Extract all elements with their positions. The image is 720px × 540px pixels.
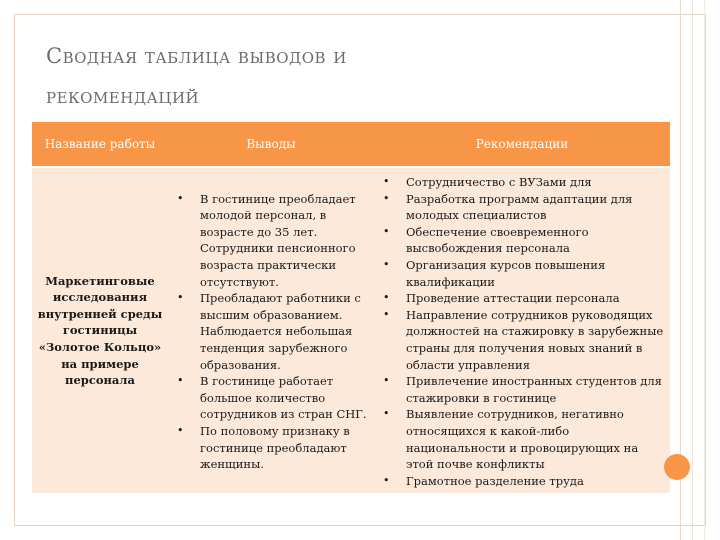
bullet-icon: • [383, 224, 390, 238]
list-item [168, 290, 368, 373]
table-row [32, 167, 670, 493]
decorative-edge-line [704, 0, 705, 540]
conclusion-text: По половому признаку в гостинице преобладают женщины. [200, 423, 350, 472]
list-item [374, 290, 664, 307]
list-item [374, 307, 664, 373]
header-work-name: Название работы [32, 122, 168, 167]
conclusion-text: Преобладают работники с высшим образованием. Наблюдается небольшая тенденция зарубежного образования. [200, 291, 361, 372]
recommendation-text: Обеспечение своевременного высвобождения персонала [406, 224, 589, 256]
page-marker-dot [664, 454, 690, 480]
recommendation-text: Выявление сотрудников, негативно относящихся к какой-либо национальности и провоцирующих на этой почве конфликты [406, 407, 639, 472]
page-title [46, 36, 666, 116]
list-item [168, 423, 368, 473]
list-item [374, 174, 664, 191]
conclusion-text: В гостинице преобладает молодой персонал, в возрасте до 35 лет. Сотрудники пенсионного возраста практически отсутствуют. [200, 191, 356, 289]
bullet-icon: • [383, 191, 390, 205]
bullet-icon: • [383, 257, 390, 271]
recommendation-text: Организация курсов повышения квалификации [406, 257, 606, 289]
bullet-icon: • [383, 307, 390, 321]
conclusions-cell [168, 167, 374, 493]
bullet-icon: • [177, 423, 184, 437]
header-recommendations: Рекомендации [374, 122, 670, 167]
recommendation-text: Грамотное разделение труда [406, 473, 584, 488]
conclusion-text: В гостинице работает большое количество сотрудников из стран СНГ. [200, 374, 367, 422]
bullet-icon: • [177, 191, 184, 205]
recommendations-list [374, 168, 670, 493]
bullet-icon: • [383, 374, 390, 388]
list-item [168, 373, 368, 423]
header-conclusions: Выводы [168, 122, 374, 167]
title-line-2: рекомендаций [46, 84, 200, 108]
recommendation-text: Привлечение иностранных студентов для стажировки в гостинице [406, 374, 662, 405]
list-item [168, 191, 368, 291]
recommendations-cell [374, 167, 670, 493]
table-header-row [32, 122, 670, 167]
list-item [374, 224, 664, 257]
recommendation-text: Направление сотрудников руководящих должностей на стажировку в зарубежные страны для получения новых знаний в области управления [406, 307, 664, 372]
list-item [374, 257, 664, 290]
recommendation-text: Сотрудничество с ВУЗами для [406, 175, 592, 189]
bullet-icon: • [383, 175, 390, 188]
list-item [374, 406, 664, 472]
conclusions-list [168, 185, 374, 477]
recommendation-text: Проведение аттестации персонала [406, 291, 620, 306]
bullet-icon: • [383, 291, 390, 305]
bullet-icon: • [177, 374, 184, 388]
recommendation-text: Разработка программ адаптации для молодых специалистов [406, 191, 633, 223]
list-item [374, 191, 664, 224]
summary-table [32, 122, 670, 493]
decorative-edge-line [692, 0, 693, 540]
bullet-icon: • [383, 473, 390, 487]
list-item [374, 473, 664, 490]
bullet-icon: • [177, 291, 184, 305]
bullet-icon: • [383, 407, 390, 421]
list-item [374, 373, 664, 406]
title-line-1: Сводная таблица выводов и [46, 44, 347, 68]
work-name-cell: Маркетинговые исследования внутренней среды гостиницы «Золотое Кольцо» на примере персонала [32, 167, 168, 493]
